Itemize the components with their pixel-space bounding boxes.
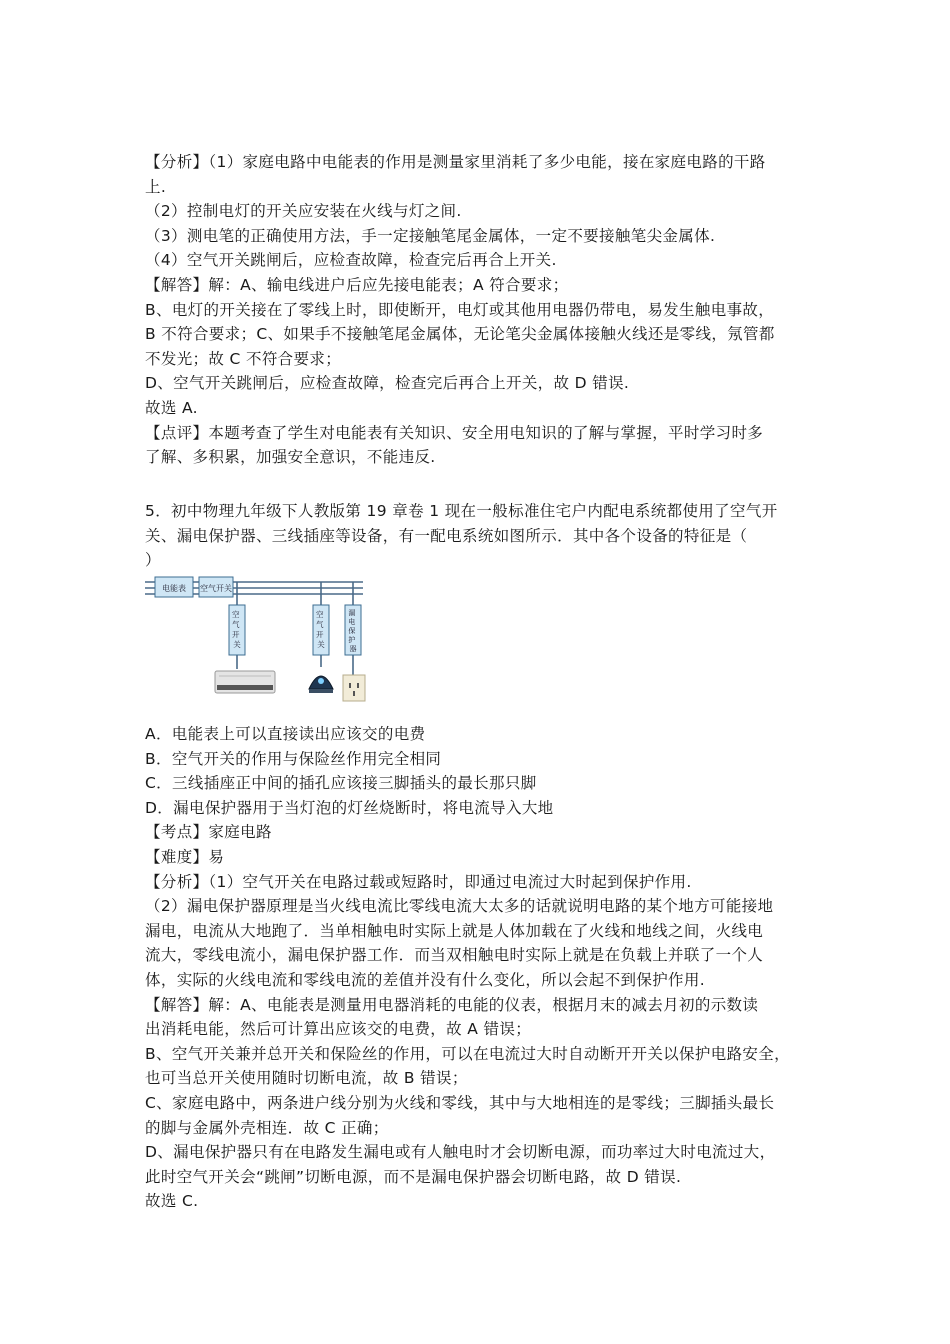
text-line: 故选 C. xyxy=(145,1192,199,1211)
text-line: B、空气开关兼并总开关和保险丝的作用，可以在电流过大时自动断开开关以保护电路安全， xyxy=(145,1044,790,1063)
text-line: 【难度】易 xyxy=(145,847,225,866)
text-line: （2）控制电灯的开关应安装在火线与灯之间. xyxy=(145,202,462,221)
text-line: （2）漏电保护器原理是当火线电流比零线电流大太多的话就说明电路的某个地方可能接地 xyxy=(145,897,774,916)
distribution-system-diagram xyxy=(145,571,380,706)
meter-label: 电能表 xyxy=(162,584,186,593)
text-line: 【解答】解：A、电能表是测量用电器消耗的电能的仪表，根据月末的减去月初的示数读 xyxy=(145,995,759,1014)
question-5-stem xyxy=(145,499,815,573)
text-line: 【解答】解：A、输电线进户后应先接电能表；A 符合要求； xyxy=(145,275,569,294)
text-line: 上. xyxy=(145,177,167,196)
text-line: 5．初中物理九年级下人教版第 19 章卷 1 现在一般标准住宅户内配电系统都使用了空气开 xyxy=(145,502,778,520)
char: 关 xyxy=(233,640,241,649)
text-line: D、漏电保护器只有在电路发生漏电或有人触电时才会切断电源，而功率过大时电流过大， xyxy=(145,1143,776,1162)
char: 器 xyxy=(349,645,357,653)
char: 保 xyxy=(348,627,356,635)
text-line: 漏电，电流从大地跑了．当单相触电时实际上就是人体加载在了火线和地线之间，火线电 xyxy=(145,921,764,940)
socket-icon xyxy=(343,675,365,701)
leakage-protector-label xyxy=(348,608,357,653)
text-line: （3）测电笔的正确使用方法，手一定接触笔尾金属体，一定不要接触笔尖金属体. xyxy=(145,226,716,245)
char: 开 xyxy=(316,630,324,639)
text-line: 流大，零线电流小，漏电保护器工作．而当双相触电时实际上就是在负载上并联了一个人 xyxy=(145,946,764,965)
text-line: 不发光；故 C 不符合要求； xyxy=(145,349,342,368)
text-line: B 不符合要求；C、如果手不接触笔尾金属体，无论笔尖金属体接触火线还是零线，氖管都 xyxy=(145,325,775,344)
text-line: 【点评】本题考查了学生对电能表有关知识、安全用电知识的了解与掌握，平时学习时多 xyxy=(145,423,764,442)
char: 电 xyxy=(348,618,356,626)
text-line: 【分析】（1）家庭电路中电能表的作用是测量家里消耗了多少电能，接在家庭电路的干路 xyxy=(145,153,766,171)
char: 空 xyxy=(316,610,324,619)
char: 气 xyxy=(232,620,240,629)
text-line: 关、漏电保护器、三线插座等设备，有一配电系统如图所示．其中各个设备的特征是（ xyxy=(145,526,748,545)
question-5-options-and-answer xyxy=(145,722,815,1214)
char: 漏 xyxy=(348,609,356,617)
char: 护 xyxy=(348,636,356,644)
text-line: 【分析】（1）空气开关在电路过载或短路时，即通过电流过大时起到保护作用. xyxy=(145,872,692,891)
air-conditioner-icon xyxy=(215,671,275,693)
char: 空 xyxy=(232,610,240,619)
text-line: （4）空气开关跳闸后，应检查故障，检查完后再合上开关. xyxy=(145,251,557,270)
text-line: ） xyxy=(145,551,161,570)
option-b: B．空气开关的作用与保险丝作用完全相同 xyxy=(145,749,442,768)
text-line: 的脚与金属外壳相连．故 C 正确； xyxy=(145,1118,389,1137)
text-line: 故选 A. xyxy=(145,398,198,417)
text-line: 出消耗电能，然后可计算出应该交的电费，故 A 错误； xyxy=(145,1020,532,1039)
option-d: D．漏电保护器用于当灯泡的灯丝烧断时，将电流导入大地 xyxy=(145,798,554,817)
option-c: C．三线插座正中间的插孔应该接三脚插头的最长那只脚 xyxy=(145,774,537,793)
option-a: A．电能表上可以直接读出应该交的电费 xyxy=(145,725,426,743)
char: 关 xyxy=(317,640,325,649)
text-line: 也可当总开关使用随时切断电流，故 B 错误； xyxy=(145,1069,468,1088)
text-line: 【考点】家庭电路 xyxy=(145,823,272,842)
text-line: B、电灯的开关接在了零线上时，即使断开，电灯或其他用电器仍带电，易发生触电事故， xyxy=(145,300,775,319)
text-line: 体，实际的火线电流和零线电流的差值并没有什么变化，所以会起不到保护作用. xyxy=(145,970,706,989)
lamp-icon xyxy=(309,676,333,693)
text-line: 此时空气开关会“跳闸”切断电源，而不是漏电保护器会切断电路，故 D 错误. xyxy=(145,1167,682,1186)
main-switch-label: 空气开关 xyxy=(200,584,232,593)
text-line: C、家庭电路中，两条进户线分别为火线和零线，其中与大地相连的是零线；三脚插头最长 xyxy=(145,1093,775,1112)
char: 开 xyxy=(232,630,240,639)
text-line: 了解、多积累，加强安全意识，不能违反. xyxy=(145,448,436,467)
text-line: D、空气开关跳闸后，应检查故障，检查完后再合上开关，故 D 错误. xyxy=(145,374,630,393)
char: 气 xyxy=(316,620,324,629)
answer-analysis-q4 xyxy=(145,150,815,470)
